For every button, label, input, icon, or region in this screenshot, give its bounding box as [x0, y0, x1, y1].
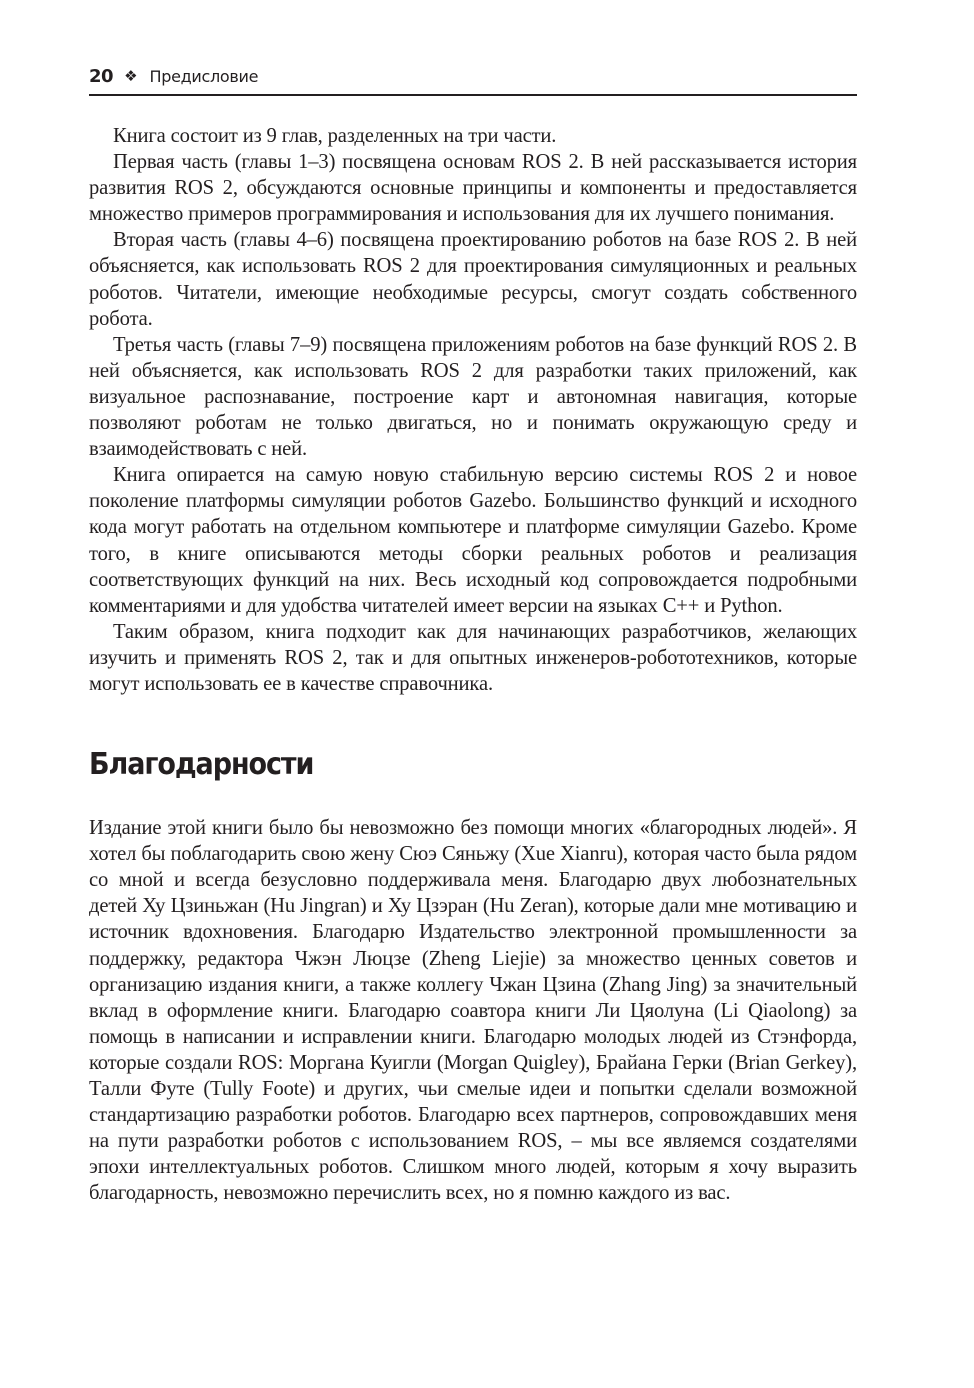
preface-paragraph-part-three: Третья часть (главы 7–9) посвящена приложениям роботов на базе функций ROS 2. В ней объясняется, как использовать ROS 2 для разработки таких приложений, как визуальное распознавание, построение карт и автономная навигация, которые позволяют роботам не только двигаться, но и понимать окружающую среду и взаимодействовать с ней. [89, 333, 857, 461]
preface-body [89, 123, 857, 697]
page-number: 20 [89, 66, 114, 87]
ornament-icon: ❖ [124, 67, 138, 85]
section-heading-acknowledgements: Благодарности [89, 747, 314, 783]
acknowledgements-body [89, 815, 857, 1206]
book-page [89, 66, 857, 1206]
preface-paragraph-part-two: Вторая часть (главы 4–6) посвящена проектированию роботов на базе ROS 2. В ней объясняется, как использовать ROS 2 для проектирования симуляционных и реальных роботов. Читатели, имеющие необходимые ресурсы, смогут создать собственного робота. [89, 229, 857, 330]
acknowledgements-paragraph: Издание этой книги было бы невозможно без помощи многих «благородных людей». Я хотел бы поблагодарить свою жену Сюэ Сяньжу (Xue Xianru), которая часто была рядом со мной и всегда безусловно поддерживала меня. Благодарю двух любознательных детей Ху Цзиньжан (Hu Jingran) и Ху Цзэран (Hu Zeran), которые дали мне мотивацию и источник вдохновения. Благодарю Издательство электронной промышленности за поддержку, редактора Чжэн Люцзе (Zheng Liejie) за множество ценных советов и организацию издания книги, а также коллегу Чжан Цзина (Zhang Jing) за значительный вклад в оформление книги. Благодарю соавтора книги Ли Цяолуна (Li Qiaolong) за помощь в написании и исправлении книги. Благодарю молодых людей из Стэнфорда, которые создали ROS: Моргана Куигли (Morgan Quigley), Брайана Герки (Brian Gerkey), Талли Футе (Tully Foote) и других, чьи смелые идеи и попытки сделали возможной стандартизацию разработки роботов. Благодарю всех партнеров, сопровождавших меня на пути разработки роботов с использованием ROS, – мы все являемся создателями эпохи интеллектуальных роботов. Слишком много людей, которым я хочу выразить благодарность, невозможно перечислить всех, но я помню каждого из вас. [89, 817, 857, 1205]
preface-paragraph-platform: Книга опирается на самую новую стабильную версию системы ROS 2 и новое поколение платформы симуляции роботов Gazebo. Большинство функций и исходного кода могут работать на отдельном компьютере и платформе симуляции Gazebo. Кроме того, в книге описываются методы сборки реальных роботов и реализация соответствующих функций на них. Весь исходный код сопровождается подробными комментариями и для удобства читателей имеет версии на языках C++ и Python. [89, 464, 857, 617]
preface-paragraph-part-one: Первая часть (главы 1–3) посвящена основам ROS 2. В ней рассказывается история развития ROS 2, обсуждаются основные принципы и компоненты и предоставляется множество примеров программирования и использования для их лучшего понимания. [89, 151, 857, 226]
running-head [89, 66, 857, 96]
running-title: Предисловие [149, 67, 259, 86]
preface-paragraph-audience: Таким образом, книга подходит как для начинающих разработчиков, желающих изучить и применять ROS 2, так и для опытных инженеров-робототехников, которые могут использовать ее в качестве справочника. [89, 620, 857, 695]
preface-paragraph-structure: Книга состоит из 9 глав, разделенных на три части. [113, 125, 557, 147]
